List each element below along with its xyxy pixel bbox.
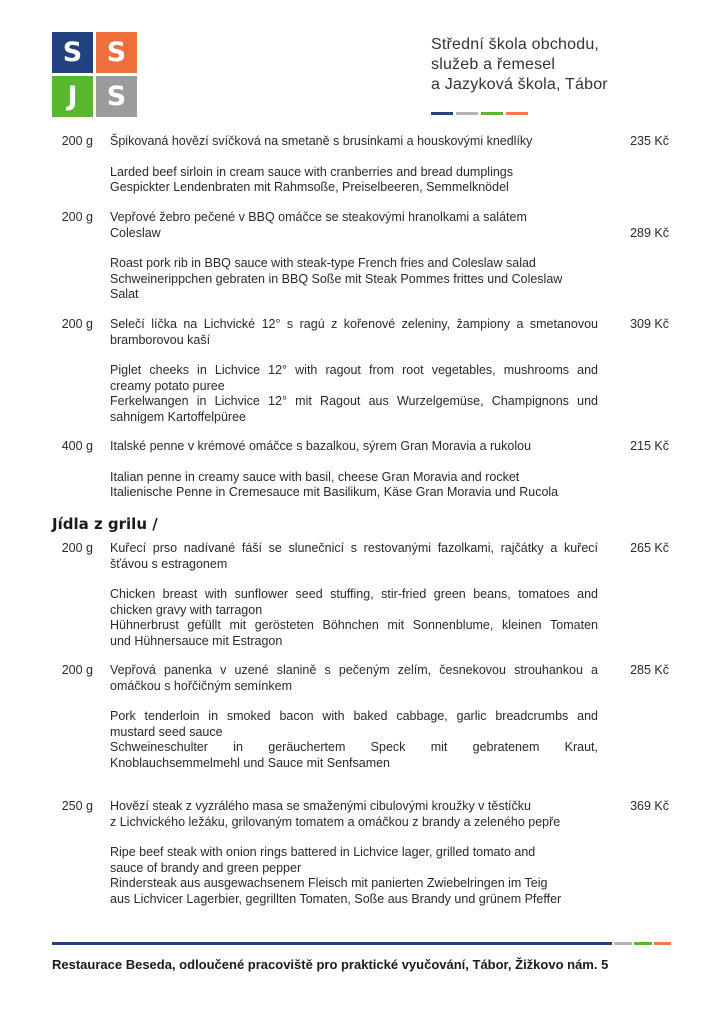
item-translation: Salat (110, 287, 139, 301)
item-translation: Schweinerippchen gebraten in BBQ Soße mit Steak Pommes frittes und Coleslaw (110, 271, 563, 286)
item-weight: 200 g (61, 663, 93, 677)
footer-line-orange (654, 942, 671, 945)
item-weight: 200 g (61, 210, 93, 224)
item-translation: Larded beef sirloin in cream sauce with cranberries and bread dumplings (110, 164, 513, 179)
item-translation: mustard seed sauce (110, 724, 223, 739)
item-translation: Roast pork rib in BBQ sauce with steak-type French fries and Coleslaw salad (110, 256, 536, 270)
item-weight: 250 g (61, 799, 93, 813)
item-price: 285 Kč (630, 663, 669, 677)
item-translation: Piglet cheeks in Lichvice 12° with ragout from root vegetables, mushrooms and (110, 363, 598, 377)
school-name (431, 35, 608, 95)
school-name-line: a Jazyková škola, Tábor (431, 76, 608, 93)
item-translation: creamy potato puree (110, 378, 225, 393)
item-price: 289 Kč (630, 225, 669, 240)
item-translation: Ferkelwangen in Lichvice 12° mit Ragout aus Wurzelgemüse, Champignons und (110, 394, 598, 408)
item-weight: 200 g (61, 541, 93, 555)
item-translation: Gespickter Lendenbraten mit Rahmsoße, Preiselbeeren, Semmelknödel (110, 180, 509, 194)
item-name-czech: Hovězí steak z vyzrálého masa se smaženými cibulovými kroužky v těstíčku (110, 799, 531, 813)
item-name-czech: Vepřové žebro pečené v BBQ omáčce se steakovými hranolkami a salátem (110, 210, 527, 224)
item-name-czech: Kuřecí prso nadívané fáší se slunečnicí s restovanými fazolkami, rajčátky a kuřecí (110, 541, 598, 555)
item-translation: Chicken breast with sunflower seed stuffing, stir-fried green beans, tomatoes and (110, 587, 598, 601)
footer-line-gray (614, 942, 632, 945)
menu-item (52, 663, 672, 771)
item-translation: sahnigem Kartoffelpüree (110, 409, 246, 424)
item-name-czech: Selečí líčka na Lichvické 12° s ragú z kořenové zeleniny, žampiony a smetanovou (110, 317, 598, 331)
item-name-czech: šťávou s estragonem (110, 556, 228, 571)
bar-orange (506, 112, 528, 115)
logo-tile: S (96, 32, 137, 73)
school-name-line: Střední škola obchodu, (431, 36, 600, 53)
item-translation: sauce of brandy and green pepper (110, 860, 302, 875)
logo-tile: S (52, 32, 93, 73)
item-name-czech: Vepřová panenka v uzené slanině s pečeným zelím, česnekovou strouhankou a (110, 663, 598, 677)
school-name-line: služeb a řemesel (431, 56, 556, 73)
item-translation: Italienische Penne in Cremesauce mit Basilikum, Käse Gran Moravia und Rucola (110, 485, 559, 499)
menu-item (52, 134, 672, 196)
item-weight: 200 g (61, 134, 93, 148)
item-name-czech: z Lichvického ležáku, grilovaným tomatem a omáčkou z brandy a zeleného pepře (110, 814, 561, 829)
menu-item (52, 799, 672, 907)
school-logo (52, 32, 137, 117)
footer-address: Restaurace Beseda, odloučené pracoviště pro praktické vyučování, Tábor, Žižkovo nám. 5 (52, 957, 609, 972)
item-translation: Italian penne in creamy sauce with basil, cheese Gran Moravia and rocket (110, 469, 520, 484)
item-weight: 400 g (61, 439, 93, 453)
bar-green (481, 112, 503, 115)
menu-item (52, 439, 672, 501)
item-weight: 200 g (61, 317, 93, 331)
menu-item (52, 541, 672, 649)
item-translation: Schweineschulter in geräuchertem Speck mit gebratenem Kraut, (110, 740, 598, 754)
item-name-czech: omáčkou s hořčičným semínkem (110, 678, 293, 693)
logo-tile: J (52, 76, 93, 117)
menu-item (52, 210, 672, 303)
bar-blue (431, 112, 453, 115)
item-translation: chicken gravy with tarragon (110, 602, 263, 617)
item-price: 215 Kč (630, 439, 669, 453)
menu-item (52, 317, 672, 425)
item-name-czech: Coleslaw (110, 225, 161, 240)
item-translation: Hühnerbrust gefüllt mit gerösteten Böhnchen mit Sonnenblume, kleinen Tomaten (110, 618, 598, 632)
section-heading: Jídla z grilu / (52, 515, 158, 533)
item-price: 369 Kč (630, 799, 669, 813)
item-translation: Pork tenderloin in smoked bacon with baked cabbage, garlic breadcrumbs and (110, 709, 598, 723)
item-translation: Knoblauchsemmelmehl und Sauce mit Senfsamen (110, 755, 391, 770)
footer-line-blue (52, 942, 612, 945)
item-translation: Ripe beef steak with onion rings battered in Lichvice lager, grilled tomato and (110, 845, 536, 859)
item-translation: aus Lichvicer Lagerbier, gegrillten Tomaten, Soße aus Brandy und grünem Pfeffer (110, 891, 562, 906)
header-color-bars (431, 112, 528, 115)
item-translation: und Hühnersauce mit Estragon (110, 633, 283, 648)
item-price: 235 Kč (630, 134, 669, 148)
bar-gray (456, 112, 478, 115)
logo-tile: S (96, 76, 137, 117)
item-name-czech: Špikovaná hovězí svíčková na smetaně s brusinkami a houskovými knedlíky (110, 134, 533, 148)
item-name-czech: Italské penne v krémové omáčce s bazalkou, sýrem Gran Moravia a rukolou (110, 439, 532, 453)
item-name-czech: bramborovou kaší (110, 332, 211, 347)
item-price: 265 Kč (630, 541, 669, 555)
footer-line-green (634, 942, 652, 945)
item-price: 309 Kč (630, 317, 669, 331)
item-translation: Rindersteak aus ausgewachsenem Fleisch mit panierten Zwiebelringen im Teig (110, 876, 548, 890)
